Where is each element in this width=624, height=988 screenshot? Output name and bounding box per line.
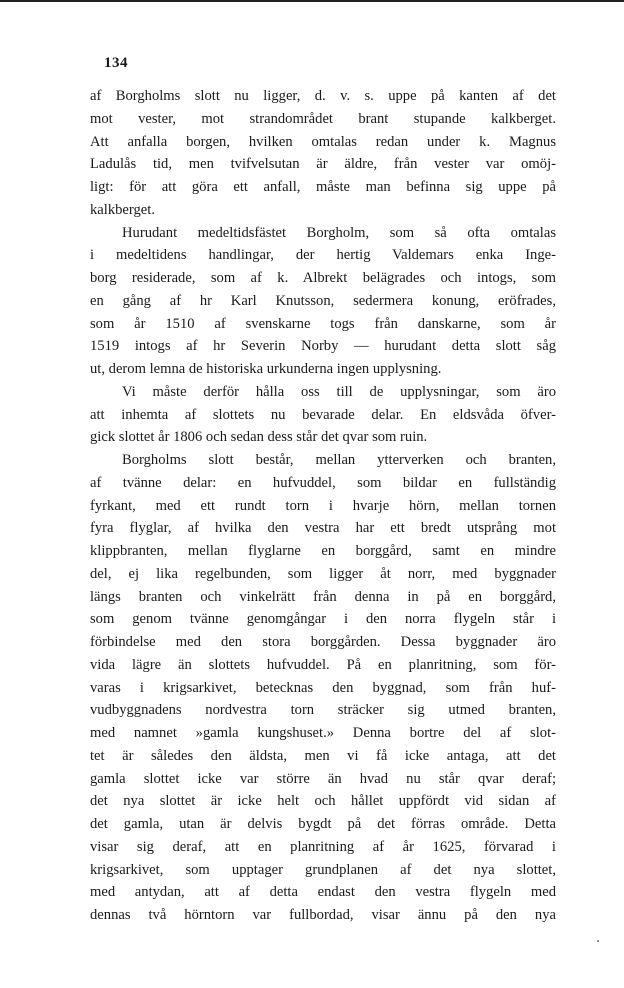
text-line: Hurudant medeltidsfästet Borgholm, som så ofta omtalas xyxy=(122,224,556,241)
text-line: varas i krigsarkivet, betecknas den byggnad, som från huf- xyxy=(90,679,556,696)
text-line: med namnet »gamla kungshuset.» Denna bortre del af slot- xyxy=(90,725,556,741)
text-line: Att anfalla borgen, hvilken omtalas redan under k. Magnus xyxy=(90,133,556,150)
text-line: dennas två hörntorn var fullbordad, visar ännu på den nya xyxy=(90,907,556,923)
text-line: det gamla, utan är delvis bygdt på det förras område. Detta xyxy=(90,816,556,832)
text-line: 1519 intogs af hr Severin Norby — hurudant detta slott såg xyxy=(90,338,556,355)
text-line: del, ej lika regelbunden, som ligger åt norr, med byggnader xyxy=(90,565,556,582)
text-line: borg residerade, som af k. Albrekt belägrades och intogs, som xyxy=(90,270,556,286)
page-number: 134 xyxy=(104,55,128,71)
text-line: med antydan, att af detta endast den vestra flygeln med xyxy=(90,884,556,901)
text-line: Borgholms slott består, mellan ytterverken och branten, xyxy=(122,452,556,468)
text-line: klippbranten, mellan flyglarne en borggård, samt en mindre xyxy=(90,543,556,559)
text-line: längs branten och vinkelrätt från denna in på en borggård, xyxy=(90,588,556,605)
text-line: i medeltidens handlingar, der hertig Valdemars enka Inge- xyxy=(90,247,556,264)
text-line: af Borgholms slott nu ligger, d. v. s. uppe på kanten af det xyxy=(90,88,556,104)
top-border-rule xyxy=(0,0,624,2)
text-line: som år 1510 af svenskarne togs från danskarne, som år xyxy=(90,315,556,332)
text-line: krigsarkivet, som upptager grundplanen af det nya slottet, xyxy=(90,861,556,878)
text-line: Ladulås tid, men tvifvelsutan är äldre, från vester var omöj- xyxy=(90,156,556,173)
text-line: fyra flyglar, af hvilka den vestra har ett bredt utsprång mot xyxy=(90,520,556,537)
text-line: förbindelse med den stora borggården. Dessa byggnader äro xyxy=(90,634,556,650)
text-line: att inhemta af slottets nu bevarade delar. En eldsvåda öfver- xyxy=(90,406,556,423)
text-line: mot vester, mot strandområdet brant stupande kalkberget. xyxy=(90,110,556,127)
text-line: det nya slottet är icke helt och hållet uppfördt vid sidan af xyxy=(90,793,556,810)
text-line: kalkberget. xyxy=(90,201,155,218)
text-line: vida lägre än slottets hufvuddel. På en planritning, som för- xyxy=(90,656,556,673)
body-text xyxy=(90,85,556,927)
text-line: visar sig deraf, att en planritning af år 1625, förvarad i xyxy=(90,838,556,855)
text-line: af tvänne delar: en hufvuddel, som bildar en fullständig xyxy=(90,474,556,491)
text-line: gamla slottet icke var större än hvad nu står qvar deraf; xyxy=(90,770,556,787)
text-line: ligt: för att göra ett anfall, måste man befinna sig uppe på xyxy=(90,179,556,195)
text-line: gick slottet år 1806 och sedan dess står det qvar som ruin. xyxy=(90,429,428,446)
text-line: ut, derom lemna de historiska urkunderna ingen upplysning. xyxy=(90,361,442,377)
text-line: en gång af hr Karl Knutsson, sedermera konung, eröfrades, xyxy=(90,292,556,309)
text-line: tet är således den äldsta, men vi få icke antaga, att det xyxy=(90,747,556,764)
text-line: fyrkant, med ett rundt torn i hvarje hörn, mellan tornen xyxy=(90,497,556,514)
paper-speck xyxy=(597,940,599,942)
text-line: vudbyggnadens nordvestra torn sträcker sig utmed branten, xyxy=(90,702,556,719)
text-line: som genom tvänne genomgångar i den norra flygeln står i xyxy=(90,611,556,628)
text-line: Vi måste derför hålla oss till de upplysningar, som äro xyxy=(122,383,556,400)
